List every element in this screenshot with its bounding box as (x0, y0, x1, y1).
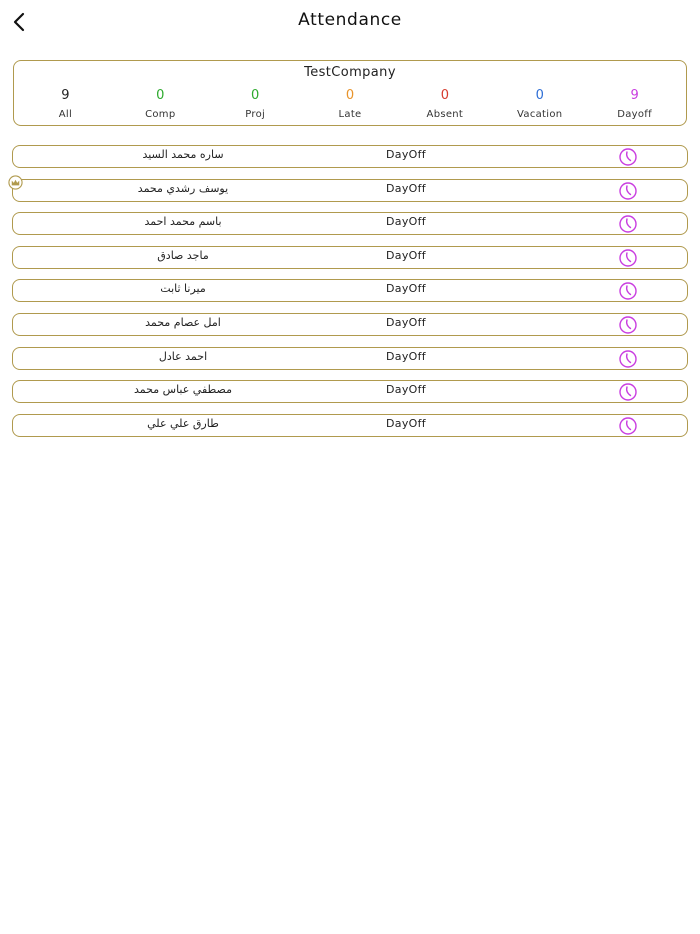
summary-card (13, 60, 687, 126)
stat-label: Comp (145, 109, 176, 120)
attendance-status: DayOff (386, 416, 426, 430)
stat-value: 0 (440, 88, 449, 103)
stat-absent[interactable] (397, 87, 492, 125)
stat-label: Vacation (517, 109, 563, 120)
employee-name: احمد عادل (158, 349, 208, 363)
employee-row[interactable] (12, 279, 688, 302)
stat-value: 0 (156, 88, 165, 103)
employee-name: مصطفي عباس محمد (134, 383, 232, 397)
clock-icon[interactable] (618, 382, 638, 402)
stat-label: Late (338, 109, 362, 120)
clock-icon[interactable] (618, 181, 638, 201)
attendance-status: DayOff (386, 349, 426, 363)
stat-label: Absent (426, 109, 464, 120)
stat-comp[interactable] (113, 87, 208, 125)
employee-row[interactable] (12, 179, 688, 202)
crown-icon (8, 175, 23, 190)
stat-label: All (58, 109, 73, 120)
attendance-status: DayOff (386, 248, 426, 262)
employee-list (12, 145, 688, 447)
stat-label: Dayoff (617, 109, 652, 120)
clock-icon[interactable] (618, 214, 638, 234)
employee-name: ساره محمد السيد (142, 148, 224, 161)
employee-row[interactable] (12, 145, 688, 168)
stat-value: 9 (630, 88, 639, 103)
attendance-status: DayOff (386, 282, 426, 296)
employee-row[interactable] (12, 414, 688, 437)
attendance-status: DayOff (386, 383, 426, 397)
employee-name: باسم محمد احمد (144, 215, 222, 229)
stat-all[interactable] (18, 87, 113, 125)
employee-name: امل عصام محمد (145, 315, 221, 329)
stats-row (18, 87, 682, 125)
clock-icon[interactable] (618, 281, 638, 301)
employee-row[interactable] (12, 380, 688, 403)
clock-icon[interactable] (618, 416, 638, 436)
stat-value: 9 (61, 88, 70, 103)
stat-label: Proj (245, 109, 266, 120)
employee-name: ماجد صادق (157, 248, 209, 262)
employee-name: يوسف رشدي محمد (137, 181, 229, 195)
stat-vacation[interactable] (492, 87, 587, 125)
employee-name: ميرنا ثابت (160, 282, 206, 296)
employee-row[interactable] (12, 347, 688, 370)
stat-late[interactable] (303, 87, 398, 125)
company-name: TestCompany (304, 65, 396, 80)
employee-row[interactable] (12, 313, 688, 336)
page-title: Attendance (298, 10, 402, 30)
app-header (0, 0, 700, 44)
employee-row[interactable] (12, 246, 688, 269)
stat-value: 0 (535, 88, 544, 103)
attendance-status: DayOff (386, 148, 426, 161)
stat-dayoff[interactable] (587, 87, 682, 125)
clock-icon[interactable] (618, 315, 638, 335)
employee-row[interactable] (12, 212, 688, 235)
attendance-status: DayOff (386, 215, 426, 229)
clock-icon[interactable] (618, 147, 638, 167)
employee-name: طارق علي علي (147, 416, 219, 430)
stat-value: 0 (251, 88, 260, 103)
clock-icon[interactable] (618, 349, 638, 369)
attendance-status: DayOff (386, 181, 426, 195)
attendance-status: DayOff (386, 315, 426, 329)
clock-icon[interactable] (618, 248, 638, 268)
stat-proj[interactable] (208, 87, 303, 125)
stat-value: 0 (345, 88, 355, 103)
